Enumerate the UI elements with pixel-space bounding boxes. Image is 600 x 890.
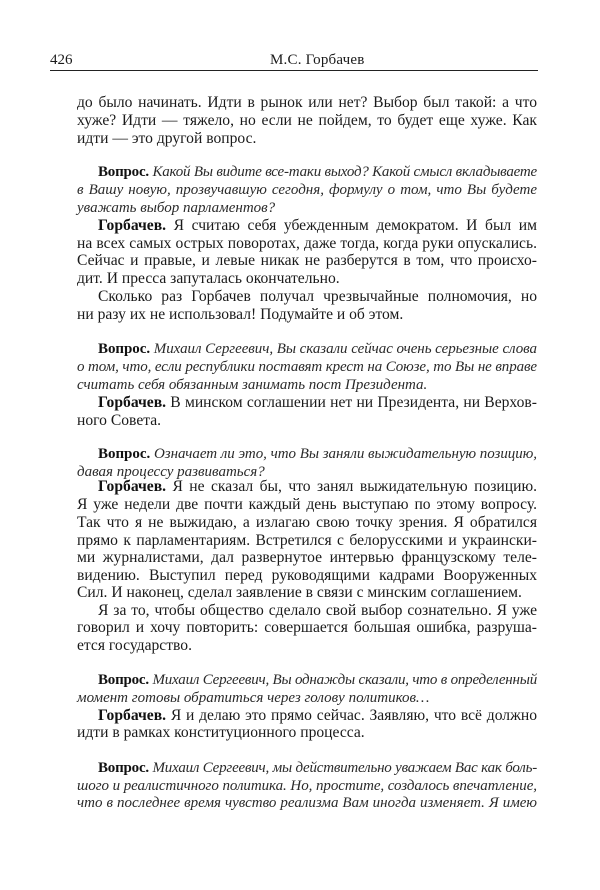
line-text: видению. Выступил перед руководящими кадрами Вооруженных — [77, 567, 537, 584]
text-line — [77, 794, 537, 812]
text-line — [77, 724, 537, 742]
text-line — [77, 514, 537, 532]
speaker-label: Горбачев. — [98, 394, 167, 411]
question-label: Вопрос. — [98, 760, 149, 776]
text-line — [77, 199, 537, 217]
text-line — [77, 181, 537, 199]
text-line — [77, 584, 537, 602]
text-line — [98, 602, 537, 620]
line-text: уважать выбор парламентов? — [77, 200, 276, 216]
line-text: идти в рамках конституционного процесса. — [77, 724, 365, 741]
text-line — [77, 412, 537, 430]
line-text: Я за то, чтобы общество сделало свой выбор сознательно. Я уже — [98, 602, 537, 619]
page-number: 426 — [50, 52, 73, 68]
text-line — [77, 358, 537, 376]
text-line — [98, 288, 537, 306]
text-line — [77, 376, 537, 394]
text-line — [98, 671, 537, 689]
line-text: дит. И пресса запуталась окончательно. — [77, 270, 340, 287]
text-line — [98, 707, 537, 725]
question-label: Вопрос. — [98, 164, 149, 180]
text-line — [77, 532, 537, 550]
text-line — [98, 217, 537, 235]
text-line — [98, 478, 537, 496]
line-text: Я и делаю это прямо сейчас. Заявляю, что всё должно — [170, 707, 537, 724]
line-text: момент готовы обратиться через голову политиков… — [77, 690, 430, 706]
text-line — [98, 340, 537, 358]
text-line — [77, 549, 537, 567]
line-text: Так что я не выжидаю, а излагаю свою точку зрения. Я обратился — [77, 514, 537, 531]
line-text: о том, что, если республики поставят крест на Союзе, то Вы не вправе — [77, 359, 537, 375]
line-text: говорил и хочу повторить: совершается большая ошибка, разруша- — [77, 619, 537, 636]
line-text: Михаил Сергеевич, Вы сказали сейчас очень серьезные слова — [153, 341, 537, 357]
line-text: Сейчас и правые, и левые никак не разберутся в том, что происхо- — [77, 252, 537, 269]
text-line — [77, 496, 537, 514]
question-label: Вопрос. — [98, 341, 151, 357]
text-line — [77, 235, 537, 253]
text-line — [77, 619, 537, 637]
text-line — [77, 777, 537, 795]
text-line — [77, 567, 537, 585]
question-label: Вопрос. — [98, 446, 151, 462]
text-line — [98, 445, 537, 463]
line-text: Я уже недели две почти каждый день выступаю по этому вопросу. — [77, 496, 537, 513]
line-text: ного Совета. — [77, 412, 162, 429]
speaker-label: Горбачев. — [98, 217, 167, 234]
line-text: Сил. И наконец, сделал заявление в связи с минским соглашением. — [77, 584, 522, 601]
speaker-label: Горбачев. — [98, 478, 167, 495]
line-text: ется государство. — [77, 637, 192, 654]
text-line — [77, 94, 537, 112]
line-text: на всех самых острых поворотах, даже тогда, когда руки опускались. — [77, 235, 537, 252]
text-line — [77, 637, 537, 655]
line-text: Я не сказал бы, что занял выжидательную позицию. — [172, 478, 537, 495]
line-text: в Вашу новую, прозвучавшую сегодня, формулу о том, что Вы будете — [77, 182, 537, 198]
line-text: Сколько раз Горбачев получал чрезвычайные полномочия, но — [98, 288, 537, 305]
text-line — [77, 112, 537, 130]
line-text: прямо к парламентариям. Встретился с белорусскими и украински- — [77, 532, 537, 549]
speaker-label: Горбачев. — [98, 707, 167, 724]
line-text: хуже? Идти — тяжело, но если не пойдем, то будет еще хуже. Как — [77, 112, 537, 129]
text-line — [77, 689, 537, 707]
text-line — [77, 252, 537, 270]
text-line — [77, 130, 537, 148]
text-line — [98, 759, 537, 777]
line-text: Я считаю себя убежденным демократом. И был им — [173, 217, 537, 234]
text-line — [98, 163, 537, 181]
text-line — [77, 306, 537, 324]
line-text: считать себя обязанным занимать пост Президента. — [77, 377, 428, 393]
running-title: М.С. Горбачев — [270, 52, 365, 68]
line-text: Михаил Сергеевич, Вы однажды сказали, что в определенный — [152, 672, 537, 688]
line-text: ми журналистами, дал развернутое интервью французскому теле- — [77, 549, 537, 566]
text-line — [77, 270, 537, 288]
line-text: что в последнее время чувство реализма Вам иногда изменяет. Я имею — [77, 795, 537, 811]
line-text: В минском соглашении нет ни Президента, ни Верхов- — [170, 394, 537, 411]
line-text: идти — это другой вопрос. — [77, 130, 257, 147]
header-rule — [50, 70, 538, 71]
question-label: Вопрос. — [98, 672, 149, 688]
line-text: Означает ли это, что Вы заняли выжидательную позицию, — [153, 446, 538, 462]
line-text: ни разу их не использовал! Подумайте и об этом. — [77, 306, 404, 323]
line-text: давая процессу развиваться? — [77, 464, 265, 480]
line-text: Какой Вы видите все-таки выход? Какой смысл вкладываете — [152, 164, 537, 180]
line-text: шого и реалистичного политика. Но, простите, создалось впечатление, — [77, 778, 537, 794]
line-text: Михаил Сергеевич, мы действительно уважаем Вас как боль- — [152, 760, 537, 776]
text-line — [98, 394, 537, 412]
line-text: до было начинать. Идти в рынок или нет? Выбор был такой: а что — [77, 94, 537, 111]
